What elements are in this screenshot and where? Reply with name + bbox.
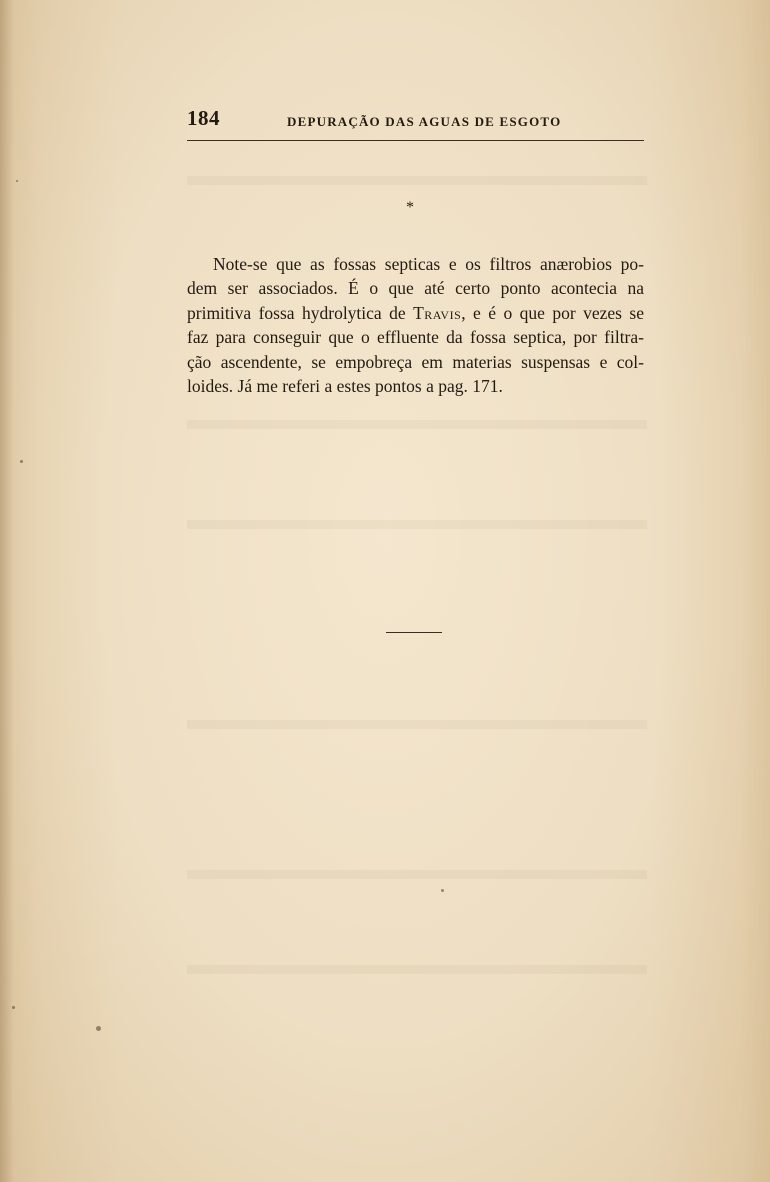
paper-speck [20, 460, 23, 463]
text-line: Note-se que as fossas septicas e os filtros anærobios po- [213, 254, 644, 274]
page-number: 184 [187, 106, 220, 130]
page-header [187, 106, 644, 141]
text-fragment: primitiva fossa hydrolytica de [187, 302, 414, 323]
paper-speck [96, 1026, 101, 1031]
bleed-through [187, 520, 647, 529]
text-line: loides. Já me referi a estes pontos a pag. 171. [187, 376, 503, 397]
bleed-through [187, 720, 647, 729]
bleed-through [187, 965, 647, 974]
bleed-through [187, 176, 647, 185]
paper-speck [441, 889, 444, 892]
text-fragment: , e é o que por vezes se [461, 302, 644, 323]
text-line [187, 301, 644, 325]
author-name: Travis [413, 302, 462, 323]
text-line: faz para conseguir que o effluente da fossa septica, por filtra- [187, 327, 644, 348]
running-head: DEPURAÇÃO DAS AGUAS DE ESGOTO [287, 114, 562, 129]
bleed-through [187, 420, 647, 429]
page-edge-shadow [0, 0, 14, 1182]
bleed-through [187, 870, 647, 879]
end-rule [386, 632, 442, 633]
body-paragraph [187, 252, 644, 398]
text-line: dem ser associados. É o que até certo ponto acontecia na [187, 278, 644, 299]
paper-speck [12, 1006, 15, 1009]
paper-speck [16, 180, 18, 182]
text-line: ção ascendente, se empobreça em materias suspensas e col- [187, 351, 644, 372]
section-separator: * [406, 199, 414, 216]
